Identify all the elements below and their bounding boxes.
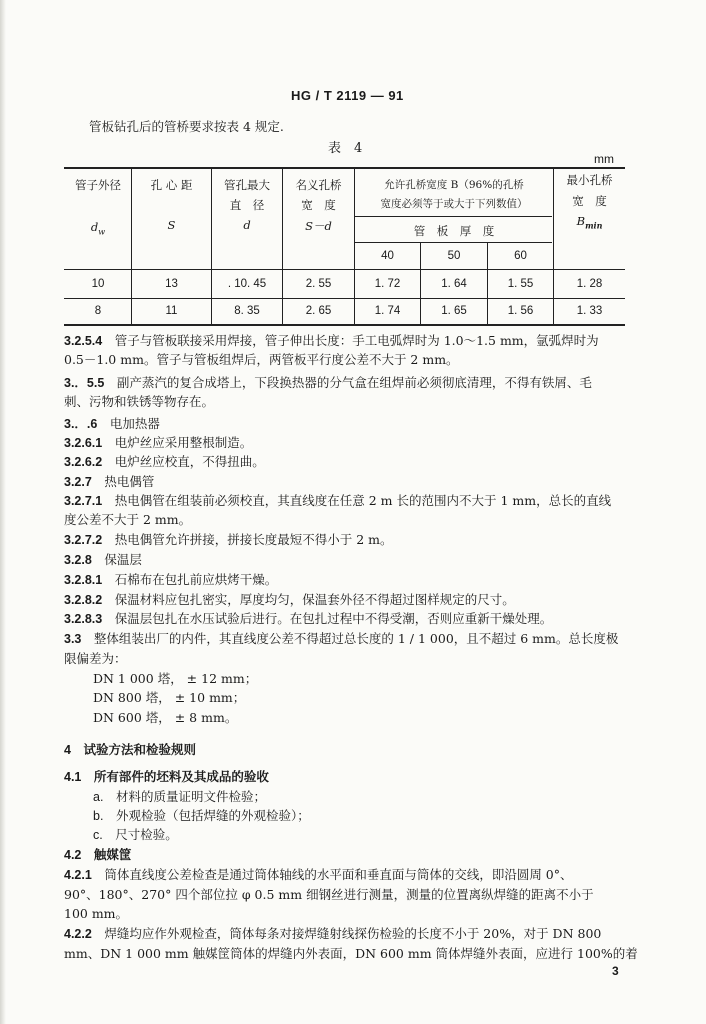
clause-3-3: 3.3 整体组装出厂的内件，其直线度公差不得超过总长度的 1 / 1 000，且不超过 6 mm。总长度极 [64,631,619,646]
clause-3-2-8-3: 3.2.8.3 保温层包扎在水压试验后进行。在包扎过程中不得受潮，否则应重新干燥处理。 [64,611,553,626]
col-max-hole-symbol: d [243,218,251,232]
table-bottom-rule [64,324,625,326]
clause-3-2-6-2: 3.2.6.2 电炉丝应校直，不得扭曲。 [64,454,265,469]
clause-3-3-cont: 限偏差为： [64,651,127,666]
row2-d: 8. 35 [234,305,260,317]
table-intro-text: 管板钻孔后的管桥要求按表 4 规定. [89,119,284,134]
col-nominal-bridge-label: 名义孔桥 [295,178,342,192]
row1-sd: 2. 55 [305,278,332,290]
section-4-1-heading: 4.1 所有部件的坯料及其成品的验收 [64,769,269,784]
section-3-2-7: 3.2.7 热电偶管 [64,474,155,489]
clause-3-2-5-4: 3.2.5.4 管子与管板联接采用焊接，管子伸出长度：手工电弧焊时为 1.0～1.5 mm，氩弧焊时为 [64,333,599,348]
standard-number-header: HG / T 2119 — 91 [291,88,404,103]
table-header-rule [64,269,625,270]
clause-3-2-8-2: 3.2.8.2 保温材料应包扎密实，厚度均匀，保温套外径不得超过图样规定的尺寸。 [64,592,515,607]
col-min-bridge-label: 最小孔桥 [566,173,613,187]
row1-s: 13 [165,278,178,290]
col-min-bridge-symbol: $B_{min}$ [576,214,603,231]
col-tube-od-label: 管子外径 [75,178,121,192]
clause-3-2-5-5-cont: 刺、污物和铁锈等物存在。 [64,394,215,409]
section-4-2-heading: 4.2 触媒筐 [64,847,132,862]
row1-b50: 1. 64 [441,278,467,290]
section-4-heading: 4 试验方法和检验规则 [64,742,196,757]
clause-4-2-1: 4.2.1 筒体直线度公差检查是通过筒体轴线的水平面和垂直面与筒体的交线，即沿圆周 0°、 [64,867,573,882]
row2-dw: 8 [94,305,102,317]
table-subheader-rule [355,216,552,217]
col-pitch-label: 孔 心 距 [150,178,193,192]
clause-3-2-5-5: 3.．5.5 副产蒸汽的复合成塔上，下段换热器的分气盒在组焊前必须彻底清理，不得有铁屑、毛 [64,375,592,390]
clause-3-2-6-1: 3.2.6.1 电炉丝应采用整根制造。 [64,435,253,450]
tolerance-item-dn800: DN 800 塔， ± 10 mm； [93,690,246,705]
section-3-2-8: 3.2.8 保温层 [64,552,142,567]
col-max-hole-label-2: 直 径 [229,198,265,212]
thickness-50: 50 [447,250,461,262]
scan-edge-shadow [0,0,6,1024]
clause-3-2-7-1-cont: 度公差不大于 2 mm。 [64,512,192,527]
clause-4-2-1-cont: 90°、180°、270° 四个部位拉 φ 0.5 mm 细钢丝进行测量，测量的位置离纵焊缝的距离不小于 [64,887,594,902]
clause-4-2-2-cont: mm、DN 1 000 mm 触媒筐筒体的焊缝内外表面，DN 600 mm 筒体焊缝外表面，应进行 100%的着 [64,946,638,961]
page-number: 3 [612,964,619,978]
tolerance-item-dn600: DN 600 塔， ± 8 mm。 [93,710,238,725]
col-plate-thickness-label: 管 板 厚 度 [413,224,495,238]
row2-b40: 1. 74 [374,305,401,317]
col-nominal-bridge-label-2: 宽 度 [301,198,336,212]
clause-4-2-2: 4.2.2 焊缝均应作外观检查，筒体每条对接焊缝射线探伤检验的长度不小于 20%，对于 DN 800 [64,926,602,941]
table-thickness-rule [355,242,552,243]
clause-3-2-5-4-cont: 0.5－1.0 mm。管子与管板组焊后，两管板平行度公差不大于 2 mm。 [64,352,459,367]
acceptance-item-b: b. 外观检验（包括焊缝的外观检验）； [93,808,310,823]
acceptance-item-c: c. 尺寸检验。 [93,827,178,842]
row2-b50: 1. 65 [441,305,467,317]
clause-4-2-1-cont-2: 100 mm。 [64,906,129,921]
clause-3-2-8-1: 3.2.8.1 石棉布在包扎前应烘烤干燥。 [64,572,278,587]
row2-bmin: 1. 33 [576,305,603,317]
table-unit: mm [594,152,614,166]
row1-bmin: 1. 28 [576,278,603,290]
table-top-rule [64,167,625,169]
col-tube-od-symbol: $d_w$ [90,220,106,237]
thickness-60: 60 [514,250,527,262]
row2-b60: 1. 56 [507,305,534,317]
col-pitch-symbol: S [167,218,176,232]
row2-sd: 2. 65 [305,305,332,317]
row1-b40: 1. 72 [374,278,401,290]
row1-d: . 10. 45 [227,278,267,290]
clause-3-2-7-1: 3.2.7.1 热电偶管在组装前必须校直，其直线度在任意 2 m 长的范围内不大于 1 mm，总长的直线 [64,493,612,508]
thickness-40: 40 [381,250,394,262]
col-min-bridge-label-2: 宽 度 [572,194,607,208]
clause-3-2-7-2: 3.2.7.2 热电偶管允许拼接，拼接长度最短不得小于 2 m。 [64,532,393,547]
acceptance-item-a: a. 材料的质量证明文件检验； [93,789,266,804]
table-title: 表 4 [328,141,363,156]
section-3-2-6: 3.．.6 电加热器 [64,416,160,431]
tolerance-item-dn1000: DN 1 000 塔， ± 12 mm； [93,671,258,686]
table-row-rule [64,298,625,299]
row1-dw: 10 [91,278,105,290]
table-vrule [553,167,554,325]
col-max-hole-label: 管孔最大 [224,178,270,192]
row1-b60: 1. 55 [507,278,534,290]
col-nominal-bridge-symbol: S－d [305,219,332,233]
col-allowed-bridge-label-2: 宽度必须等于或大于下列数值） [380,198,528,210]
col-allowed-bridge-label: 允许孔桥宽度 B（96%的孔桥 [384,179,524,191]
row2-s: 11 [165,305,178,317]
